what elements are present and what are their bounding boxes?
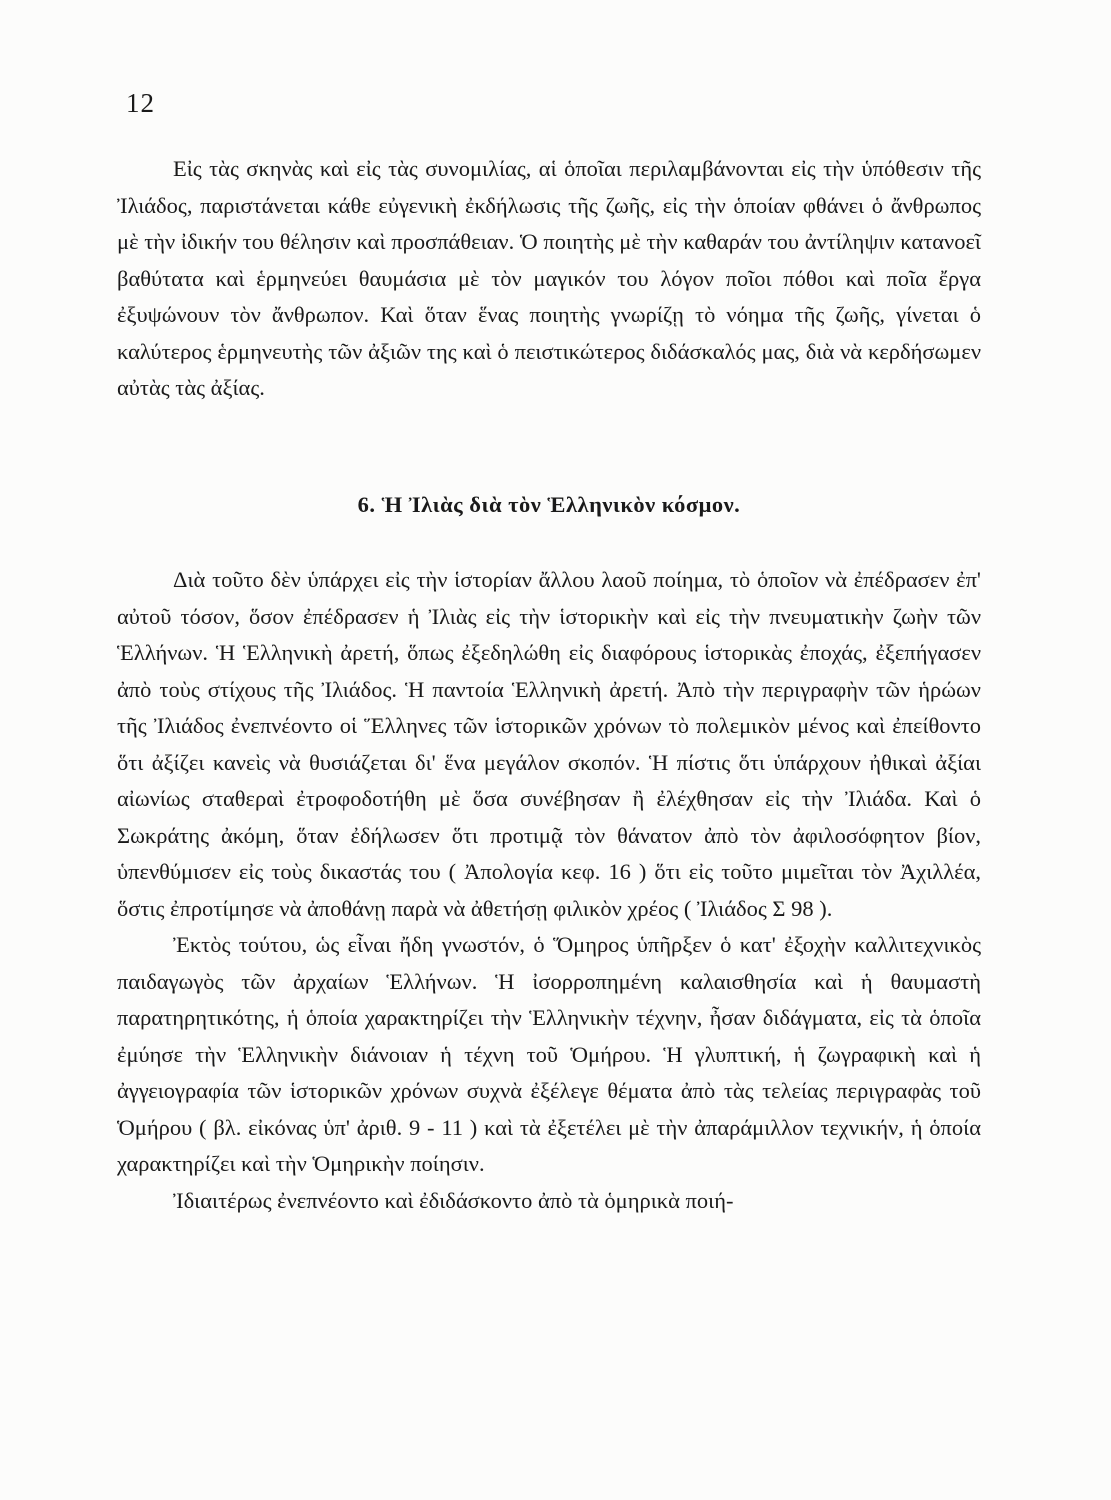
intro-text-block bbox=[117, 151, 981, 407]
intro-paragraph: Εἰς τὰς σκηνὰς καὶ εἰς τὰς συνομιλίας, αἱ ὁποῖαι περιλαμβάνονται εἰς τὴν ὑπόθεσιν τῆς Ἰλιάδος, παριστάνεται κάθε εὐγενικὴ ἐκδήλωσις τῆς ζωῆς, εἰς τὴν ὁποίαν φθάνει ὁ ἄνθρωπος μὲ τὴν ἰδικήν του θέλησιν καὶ προσπάθειαν. Ὁ ποιητὴς μὲ τὴν καθαράν του ἀντίληψιν κατανοεῖ βαθύτατα καὶ ἑρμηνεύει θαυμάσια μὲ τὸν μαγικόν του λόγον ποῖοι πόθοι καὶ ποῖα ἔργα ἐξυψώνουν τὸν ἄνθρωπον. Καὶ ὅταν ἕνας ποιητὴς γνωρίζῃ τὸ νόημα τῆς ζωῆς, γίνεται ὁ καλύτερος ἑρμηνευτὴς τῶν ἀξιῶν της καὶ ὁ πειστικώτερος διδάσκαλός μας, διὰ νὰ κερδήσωμεν αὐτὰς τὰς ἀξίας. bbox=[117, 156, 981, 400]
section-paragraph: Διὰ τοῦτο δὲν ὑπάρχει εἰς τὴν ἱστορίαν ἄλλου λαοῦ ποίημα, τὸ ὁποῖον νὰ ἐπέδρασεν ἐπ' αὐτοῦ τόσον, ὅσον ἐπέδρασεν ἡ Ἰλιὰς εἰς τὴν ἱστορικὴν καὶ εἰς τὴν πνευματικὴν ζωὴν τῶν Ἑλλήνων. Ἡ Ἑλληνικὴ ἀρετή, ὅπως ἐξεδηλώθη εἰς διαφόρους ἱστορικὰς ἐποχάς, ἐξεπήγασεν ἀπὸ τοὺς στίχους τῆς Ἰλιάδος. Ἡ παντοία Ἑλληνικὴ ἀρετή. Ἀπὸ τὴν περιγραφὴν τῶν ἡρώων τῆς Ἰλιάδος ἐνεπνέοντο οἱ Ἕλληνες τῶν ἱστορικῶν χρόνων τὸ πολεμικὸν μένος καὶ ἐπείθοντο ὅτι ἀξίζει κανεὶς νὰ θυσιάζεται δι' ἕνα μεγάλον σκοπόν. Ἡ πίστις ὅτι ὑπάρχουν ἠθικαὶ ἀξίαι αἰωνίως σταθεραὶ ἐτροφοδοτήθη μὲ ὅσα συνέβησαν ἢ ἐλέχθησαν εἰς τὴν Ἰλιάδα. Καὶ ὁ Σωκράτης ἀκόμη, ὅταν ἐδήλωσεν ὅτι προτιμᾷ τὸν θάνατον ἀπὸ τὸν ἀφιλοσόφητον βίον, ὑπενθύμισεν εἰς τοὺς δικαστάς του ( Ἀπολογία κεφ. 16 ) ὅτι εἰς τοῦτο μιμεῖται τὸν Ἀχιλλέα, ὅστις ἐπροτίμησε νὰ ἀποθάνῃ παρὰ νὰ ἀθετήσῃ φιλικὸν χρέος ( Ἰλιάδος Σ 98 ). bbox=[117, 567, 981, 921]
section-text-block bbox=[117, 562, 981, 1219]
section-heading: 6. Ἡ Ἰλιὰς διὰ τὸν Ἑλληνικὸν κόσμον. bbox=[357, 492, 741, 517]
section-paragraph: Ἐκτὸς τούτου, ὡς εἶναι ἤδη γνωστόν, ὁ Ὅμηρος ὑπῆρξεν ὁ κατ' ἐξοχὴν καλλιτεχνικὸς παιδαγωγὸς τῶν ἀρχαίων Ἑλλήνων. Ἡ ἰσορροπημένη καλαισθησία καὶ ἡ θαυμαστὴ παρατηρητικότης, ἡ ὁποία χαρακτηρίζει τὴν Ἑλληνικὴν τέχνην, ἦσαν διδάγματα, εἰς τὰ ὁποῖα ἐμύησε τὴν Ἑλληνικὴν διάνοιαν ἡ τέχνη τοῦ Ὁμήρου. Ἡ γλυπτική, ἡ ζωγραφικὴ καὶ ἡ ἀγγειογραφία τῶν ἱστορικῶν χρόνων συχνὰ ἐξέλεγε θέματα ἀπὸ τὰς τελείας περιγραφὰς τοῦ Ὁμήρου ( βλ. εἰκόνας ὑπ' ἀριθ. 9 - 11 ) καὶ τὰ ἐξετέλει μὲ τὴν ἀπαράμιλλον τεχνικήν, ἡ ὁποία χαρακτηρίζει καὶ τὴν Ὁμηρικὴν ποίησιν. bbox=[117, 932, 981, 1176]
page-number: 12 bbox=[126, 88, 155, 118]
section-paragraph: Ἰδιαιτέρως ἐνεπνέοντο καὶ ἐδιδάσκοντο ἀπὸ τὰ ὁμηρικὰ ποιή- bbox=[173, 1187, 734, 1213]
